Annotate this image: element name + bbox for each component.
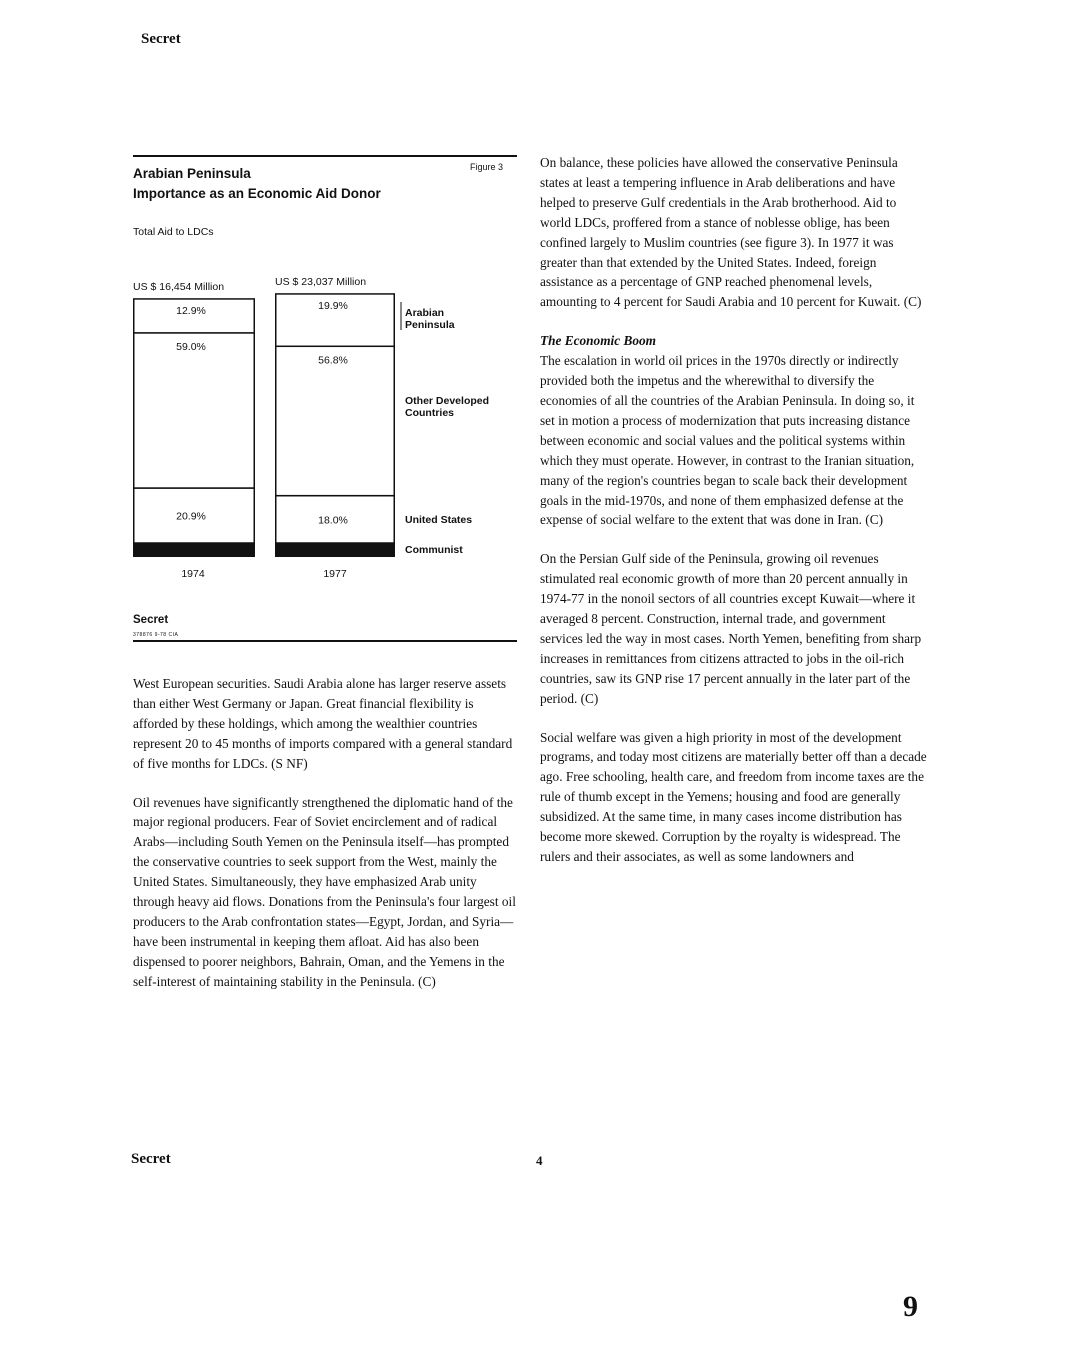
- bar-segment-communist-1977: [275, 543, 395, 557]
- figure-code: 378876 9-78 CIA: [133, 632, 179, 638]
- legend-label-1-1: Countries: [405, 407, 455, 419]
- left-column: [133, 674, 518, 1011]
- x-tick-label-1977: 1977: [323, 568, 347, 580]
- left-paragraph-2: Oil revenues have significantly strengthened the diplomatic hand of the major regional producers. Fear of Soviet encirclement and of radical Arabs—including South Yemen on the Peninsula itself—has prompted the conservative countries to seek support from the West, mainly the United States. Simultaneously, they have emphasized Arab unity through heavy aid flows. Donations from the Peninsula's four largest oil producers to the Arab confrontation states—Egypt, Jordan, and Syria—have been instrumental in keeping them afloat. Aid has also been dispensed to poorer neighbors, Bahrain, Oman, and the Yemens in the self-interest of maintaining stability in the Peninsula. (C): [133, 794, 516, 989]
- figure-title: [133, 164, 381, 204]
- header-classification: Secret: [141, 31, 181, 47]
- figure-title-line1: Arabian Peninsula: [133, 166, 251, 181]
- legend-label-2-0: United States: [405, 514, 473, 526]
- data-label-united-states-1974: 20.9%: [176, 510, 206, 523]
- data-label-other-developed-countries-1974: 59.0%: [176, 340, 206, 353]
- legend-label-0-0: Arabian: [405, 307, 445, 319]
- bar-segment-other-developed-countries-1974: [134, 333, 255, 488]
- figure-classification: Secret: [133, 614, 169, 626]
- total-label-1974: US $ 16,454 Million: [133, 280, 225, 293]
- figure-title-line2: Importance as an Economic Aid Donor: [133, 186, 381, 201]
- section-heading: The Economic Boom: [540, 333, 656, 349]
- figure-bottom-rule: [133, 640, 517, 642]
- legend-label-0-1: Peninsula: [405, 319, 455, 331]
- right-paragraph-2: On the Persian Gulf side of the Peninsula, growing oil revenues stimulated real economic growth of more than 20 percent annually in 1974-77 in the nonoil sectors of all countries except Kuwait—where it averaged 8 percent. Construction, internal trade, and government services led the way in most cases. North Yemen, benefiting from sharp increases in remittances from citizens attracted to jobs in the oil-rich countries, saw its GNP rise 17 percent annually in the later part of the period. (C): [540, 551, 922, 706]
- legend-label-3-0: Communist: [405, 544, 463, 556]
- left-paragraph-1: West European securities. Saudi Arabia alone has larger reserve assets than either West Germany or Japan. Great financial flexibility is afforded by these holdings, which among the wealthier countries represent 20 to 45 months of imports compared with a general standard of five months for LDCs. (S NF): [133, 676, 513, 771]
- bar-segment-other-developed-countries-1977: [276, 346, 395, 495]
- total-label-1977: US $ 23,037 Million: [275, 275, 367, 288]
- right-column: [540, 153, 928, 886]
- right-paragraph-3: Social welfare was given a high priority in most of the development programs, and today most citizens are materially better off than a decade ago. Free schooling, health care, and freedom from income taxes are the rule of thumb except in the Yemens; housing and food are generally subsidized. At the same time, in many cases income distribution has become more skewed. Corruption by the royalty is widespread. The rulers and their associates, as well as some landowners and: [540, 729, 927, 864]
- right-paragraph-1: The escalation in world oil prices in the 1970s directly or indirectly provided both the impetus and the wherewithal to diversify the economies of all the countries of the Arabian Peninsula. In doing so, it set in motion a process of modernization that puts increasing distance between economic and social values and the political systems within which they must operate. However, in contrast to the Iranian situation, many of the region's countries began to scale back their development goals in the mid-1970s, and none of them emphasized defense at the expense of social welfare to the extent that was done in Iran. (C): [540, 353, 915, 528]
- right-intro-paragraph: On balance, these policies have allowed the conservative Peninsula states at least a tempering influence in Arab deliberations and have helped to preserve Gulf credentials in the Arab brotherhood. Aid to world LDCs, proffered from a stance of noblesse oblige, has been confined largely to Muslim countries (see figure 3). In 1977 it was greater than that extended by the United States. Indeed, foreign assistance as a percentage of GNP reached phenomenal levels, amounting to 4 percent for Saudi Arabia and 10 percent for Kuwait. (C): [540, 155, 922, 310]
- figure-number: Figure 3: [470, 162, 504, 172]
- data-label-arabian-peninsula-1977: 19.9%: [318, 299, 348, 312]
- data-label-other-developed-countries-1977: 56.8%: [318, 354, 348, 367]
- aid-stacked-bar-chart: [120, 260, 520, 590]
- figure-subtitle: Total Aid to LDCs: [133, 226, 214, 238]
- figure-top-rule: [133, 155, 517, 157]
- x-tick-label-1974: 1974: [181, 568, 205, 580]
- data-label-arabian-peninsula-1974: 12.9%: [176, 304, 206, 317]
- data-label-united-states-1977: 18.0%: [318, 514, 348, 527]
- bar-segment-communist-1974: [133, 543, 255, 557]
- page-number: 4: [536, 1153, 543, 1168]
- footer-classification: Secret: [131, 1151, 171, 1167]
- legend-label-1-0: Other Developed: [405, 395, 490, 407]
- sheet-number: 9: [903, 1290, 918, 1323]
